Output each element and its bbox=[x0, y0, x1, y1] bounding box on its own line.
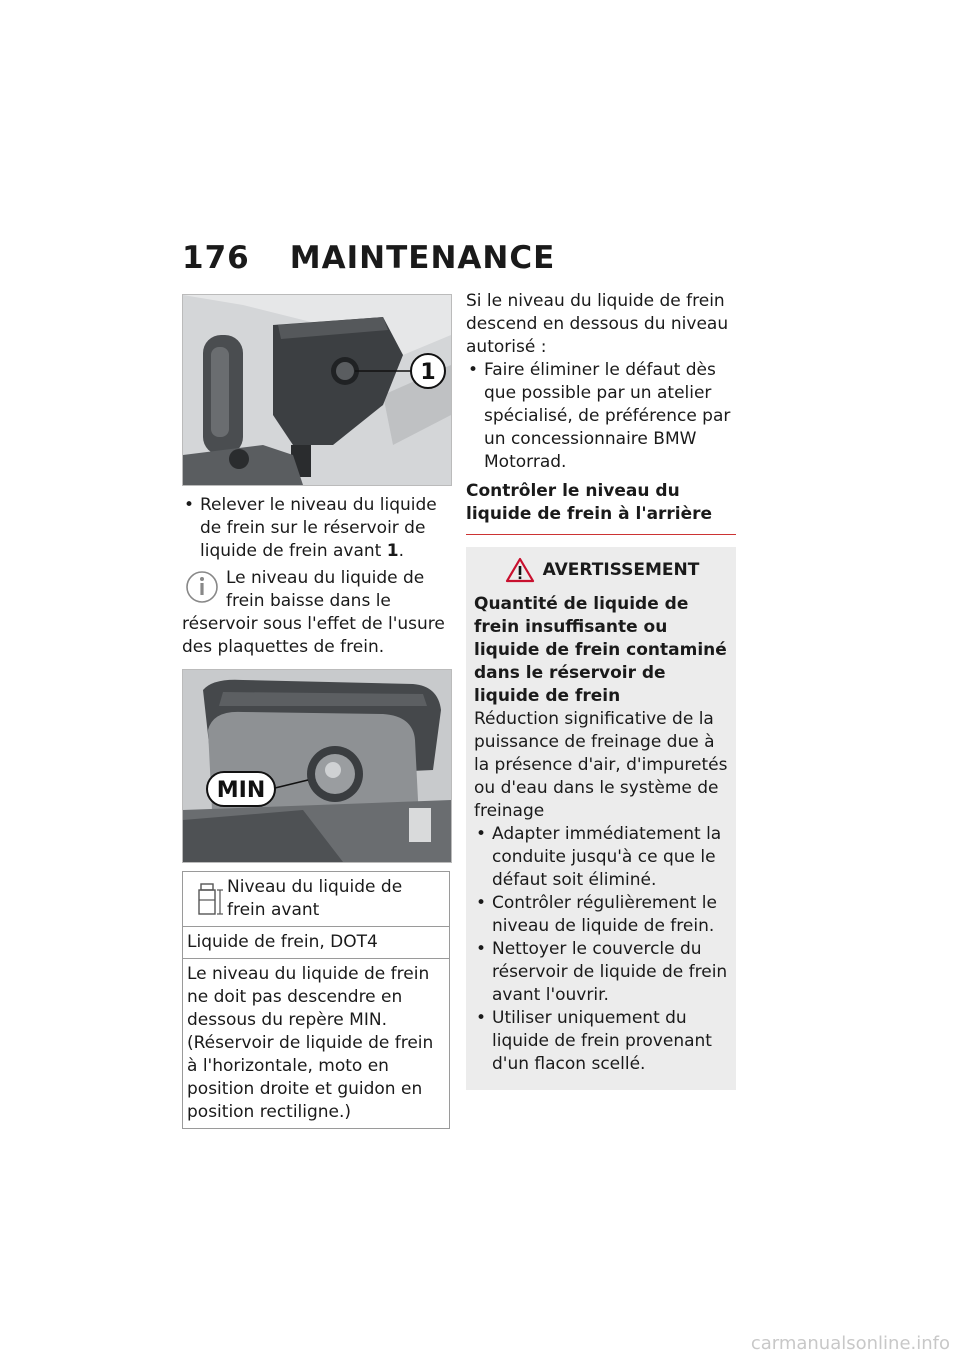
info-icon bbox=[182, 567, 220, 609]
list-item: • Faire éliminer le défaut dès que possible par un atelier spécialisé, de préférence par un concessionnaire BMW Motorrad. bbox=[466, 359, 736, 474]
info-note bbox=[182, 567, 450, 659]
page-number: 176 bbox=[182, 240, 250, 276]
warning-title bbox=[474, 557, 730, 583]
table-row: Le niveau du liquide de frein ne doit pas descendre en dessous du repère MIN. (Réservoir de liquide de frein à l'horizontale, moto en position droite et guidon en position rectiligne.) bbox=[183, 958, 449, 1128]
list-item: • Adapter immédiatement la conduite jusqu'à ce que le défaut soit éliminé. bbox=[474, 823, 730, 892]
fluid-level-icon bbox=[187, 876, 227, 920]
bullet-end: . bbox=[398, 541, 404, 561]
table-header-text: Niveau du liquide de frein avant bbox=[227, 877, 403, 920]
warning-desc: Réduction significative de la puissance de freinage due à la présence d'air, d'impuretés ou d'eau dans le système de freinage bbox=[474, 709, 728, 821]
min-mark-illustration bbox=[183, 670, 451, 862]
table-header bbox=[183, 872, 449, 926]
table-row: Liquide de frein, DOT4 bbox=[183, 926, 449, 958]
watermark: carmanualsonline.info bbox=[750, 1333, 950, 1354]
right-column bbox=[466, 290, 736, 1090]
callout-1: 1 bbox=[420, 360, 436, 385]
section-heading: Contrôler le niveau du liquide de frein à l'arrière bbox=[466, 480, 736, 535]
brake-reservoir-illustration bbox=[183, 295, 451, 485]
warning-title-text: AVERTISSEMENT bbox=[542, 560, 700, 580]
bullet-text: Relever le niveau du liquide de frein sur le réservoir de liquide de frein avant bbox=[200, 495, 437, 561]
list-item bbox=[182, 494, 450, 563]
warning-box bbox=[466, 547, 736, 1090]
callout-ref: 1 bbox=[386, 541, 399, 561]
left-column bbox=[182, 294, 450, 1129]
list-item: • Nettoyer le couvercle du réservoir de liquide de frein avant l'ouvrir. bbox=[474, 938, 730, 1007]
page-header bbox=[182, 240, 555, 276]
spec-table bbox=[182, 871, 450, 1129]
intro-text: Si le niveau du liquide de frein descend en dessous du niveau autorisé : bbox=[466, 291, 729, 357]
section-title: MAINTENANCE bbox=[289, 240, 556, 276]
warning-bold-text: Quantité de liquide de frein insuffisante ou liquide de frein contaminé dans le réservoir de liquide de frein bbox=[474, 594, 727, 706]
list-item: • Contrôler régulièrement le niveau de liquide de frein. bbox=[474, 892, 730, 938]
list-item: • Utiliser uniquement du liquide de frein provenant d'un flacon scellé. bbox=[474, 1007, 730, 1076]
min-label: MIN bbox=[216, 778, 266, 803]
warning-triangle-icon bbox=[505, 557, 535, 583]
min-mark-photo bbox=[182, 669, 452, 863]
info-text: Le niveau du liquide de frein baisse dans le réservoir sous l'effet de l'usure des plaquettes de frein. bbox=[182, 568, 445, 657]
brake-reservoir-photo bbox=[182, 294, 452, 486]
